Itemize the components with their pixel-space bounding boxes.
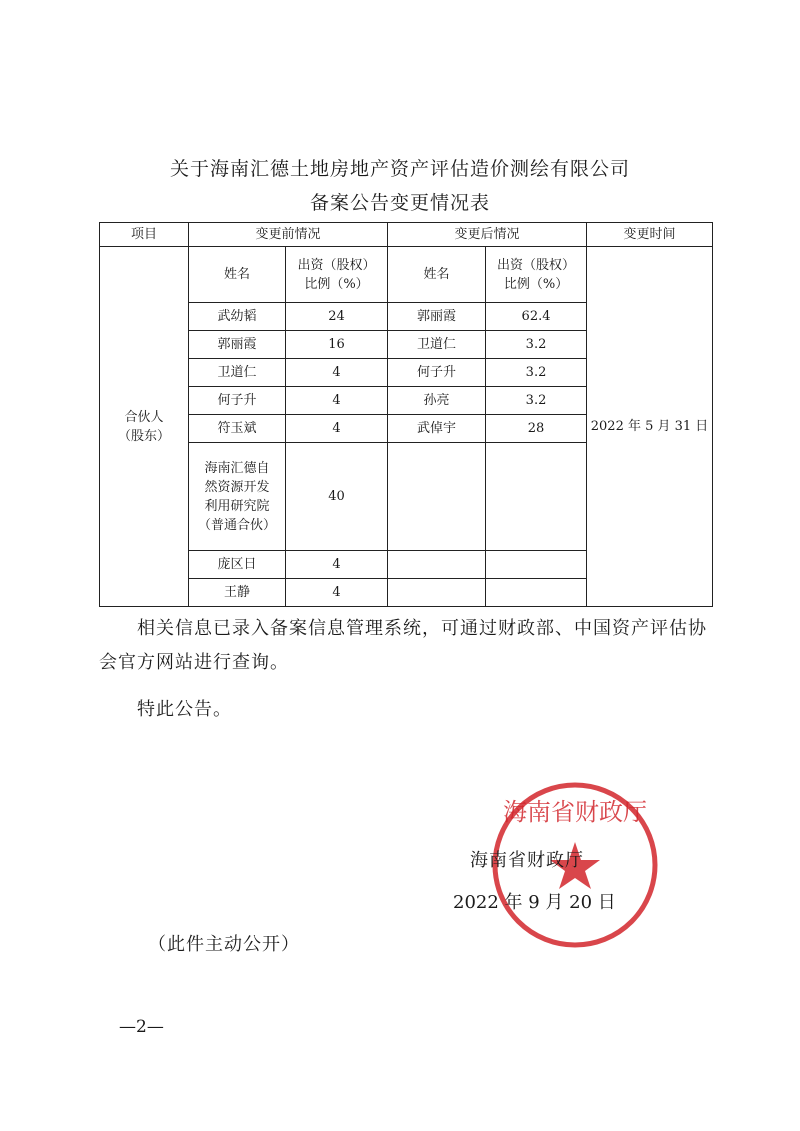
- after-name: 郭丽霞: [388, 303, 486, 331]
- page-number: —2—: [119, 1017, 164, 1037]
- before-name: 海南汇德自 然资源开发 利用研究院 （普通合伙）: [189, 443, 286, 551]
- seal-text: 海南省财政厅: [503, 798, 647, 826]
- after-name-empty: [388, 579, 486, 607]
- header-item: 项目: [100, 223, 189, 247]
- after-name: 卫道仁: [388, 331, 486, 359]
- table-header-row: [100, 223, 713, 247]
- after-name: 武倬宇: [388, 415, 486, 443]
- table-subheader-row: [100, 247, 713, 303]
- before-ratio: 40: [286, 443, 388, 551]
- after-name: 孙亮: [388, 387, 486, 415]
- after-name-header: 姓名: [388, 247, 486, 303]
- before-ratio: 4: [286, 359, 388, 387]
- before-name: 何子升: [189, 387, 286, 415]
- before-ratio: 4: [286, 551, 388, 579]
- before-name: 王静: [189, 579, 286, 607]
- partner-label-cell: [100, 247, 189, 607]
- before-name: 武幼韬: [189, 303, 286, 331]
- before-ratio: 16: [286, 331, 388, 359]
- partner-label-sub: （股东）: [117, 428, 170, 444]
- after-ratio-empty: [486, 551, 587, 579]
- after-ratio-header: 出资（股权） 比例（%）: [486, 247, 587, 303]
- change-table: [99, 222, 713, 607]
- closing-paragraph: 特此公告。: [137, 699, 232, 720]
- after-ratio-empty: [486, 443, 587, 551]
- before-ratio-header: 出资（股权） 比例（%）: [286, 247, 388, 303]
- after-ratio-empty: [486, 579, 587, 607]
- header-before: 变更前情况: [189, 223, 388, 247]
- header-after: 变更后情况: [388, 223, 587, 247]
- before-name: 符玉斌: [189, 415, 286, 443]
- issuer-name: 海南省财政厅: [470, 850, 584, 871]
- title-line-2: 备案公告变更情况表: [309, 192, 490, 214]
- after-ratio: 3.2: [486, 387, 587, 415]
- before-name: 庞区日: [189, 551, 286, 579]
- title-line-1: 关于海南汇德土地房地产资产评估造价测绘有限公司: [169, 158, 630, 180]
- after-ratio: 28: [486, 415, 587, 443]
- before-name-header: 姓名: [189, 247, 286, 303]
- before-ratio: 4: [286, 415, 388, 443]
- change-time: 2022 年 5 月 31 日: [587, 247, 713, 607]
- info-paragraph: 相关信息已录入备案信息管理系统，可通过财政部、中国资产评估协会官方网站进行查询。: [99, 618, 707, 673]
- disclosure-note: （此件主动公开）: [148, 934, 300, 955]
- before-ratio: 4: [286, 387, 388, 415]
- after-name: 何子升: [388, 359, 486, 387]
- after-ratio: 3.2: [486, 359, 587, 387]
- after-name-empty: [388, 443, 486, 551]
- issue-date: 2022 年 9 月 20 日: [453, 892, 616, 913]
- before-ratio: 24: [286, 303, 388, 331]
- before-ratio: 4: [286, 579, 388, 607]
- after-name-empty: [388, 551, 486, 579]
- before-name: 郭丽霞: [189, 331, 286, 359]
- before-name: 卫道仁: [189, 359, 286, 387]
- header-time: 变更时间: [587, 223, 713, 247]
- after-ratio: 62.4: [486, 303, 587, 331]
- partner-label: 合伙人: [124, 409, 164, 425]
- after-ratio: 3.2: [486, 331, 587, 359]
